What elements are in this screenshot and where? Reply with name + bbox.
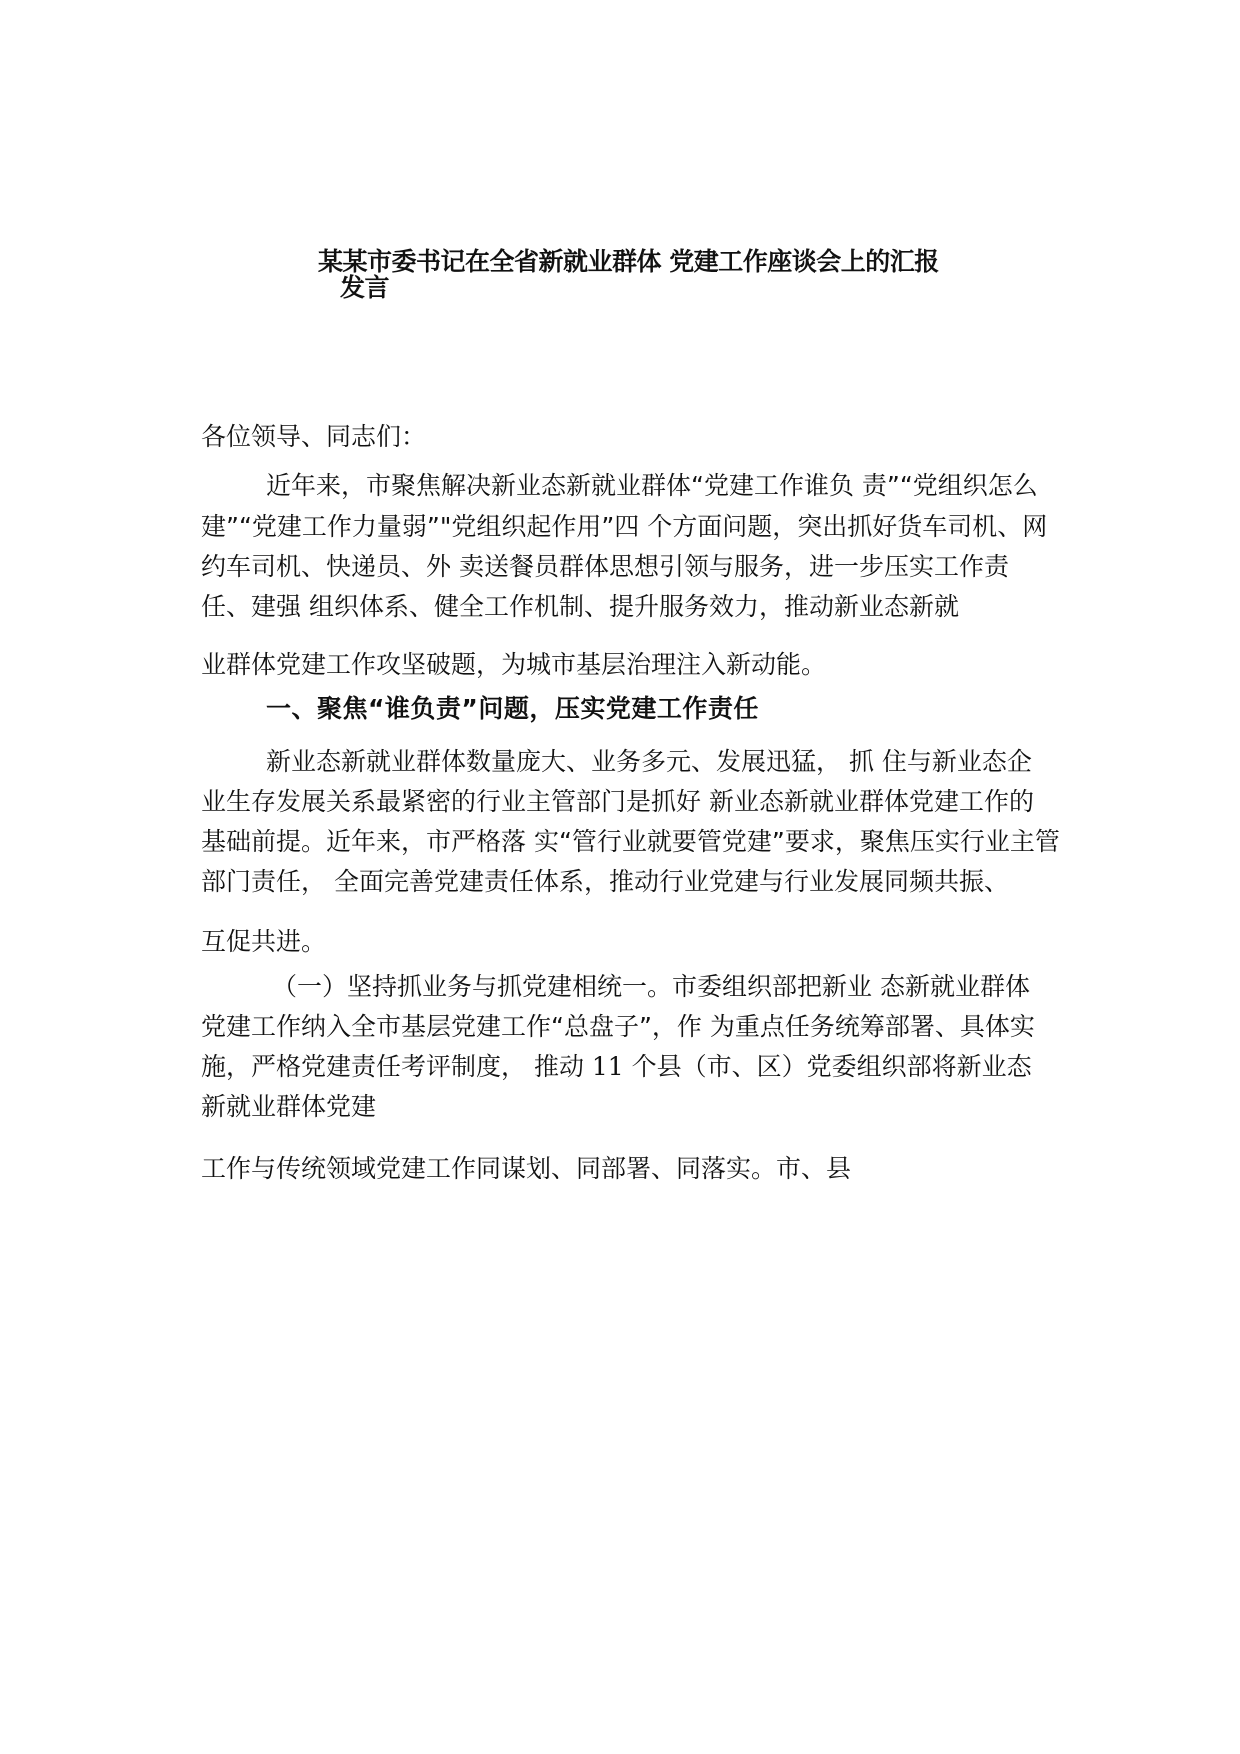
subsection-1-line-5: 工作与传统领域党建工作同谋划、同部署、同落实。市、县 (201, 1154, 852, 1183)
section-1-line-1: 新业态新就业群体数量庞大、业务多元、发展迅猛， 抓 住与新业态企 (266, 747, 1032, 776)
subsection-1-line-3-b: 个县（市、区）党委组织部将新业态 (623, 1052, 1032, 1081)
subsection-1-line-3 (201, 1050, 1032, 1084)
section-1-line-4: 部门责任， 全面完善党建责任体系，推动行业党建与行业发展同频共振、 (201, 867, 1009, 896)
salutation: 各位领导、同志们： (201, 422, 427, 451)
section-1-line-2: 业生存发展关系最紧密的行业主管部门是抓好 新业态新就业群体党建工作的 (201, 787, 1034, 816)
section-1-heading: 一、聚焦“谁负责”问题，压实党建工作责任 (266, 694, 759, 723)
intro-line-4: 任、建强 组织体系、健全工作机制、提升服务效力，推动新业态新就 (201, 592, 959, 621)
subsection-1-line-1: （一）坚持抓业务与抓党建相统一。市委组织部把新业 态新就业群体 (272, 972, 1030, 1001)
section-1-line-5: 互促共进。 (201, 927, 327, 956)
document-title-line-2: 发言 (340, 273, 390, 302)
subsection-1-line-4: 新就业群体党建 (201, 1092, 377, 1121)
subsection-1-line-3-a: 施，严格党建责任考评制度， 推动 (201, 1052, 592, 1081)
county-count: 11 (591, 1052, 624, 1081)
intro-line-1: 近年来，市聚焦解决新业态新就业群体“党建工作谁负 责”“党组织怎么 (266, 471, 1038, 500)
intro-line-3: 约车司机、快递员、外 卖送餐员群体思想引领与服务，进一步压实工作责 (201, 552, 1009, 581)
section-1-line-3: 基础前提。近年来，市严格落 实“管行业就要管党建”要求，聚焦压实行业主管 (201, 827, 1060, 856)
subsection-1-line-2: 党建工作纳入全市基层党建工作“总盘子”，作 为重点任务统筹部署、具体实 (201, 1012, 1035, 1041)
document-title-line-1: 某某市委书记在全省新就业群体 党建工作座谈会上的汇报 (318, 247, 939, 276)
intro-line-2: 建”“党建工作力量弱”"党组织起作用”四 个方面问题，突出抓好货车司机、网 (201, 512, 1048, 541)
intro-line-5: 业群体党建工作攻坚破题，为城市基层治理注入新动能。 (201, 650, 827, 679)
